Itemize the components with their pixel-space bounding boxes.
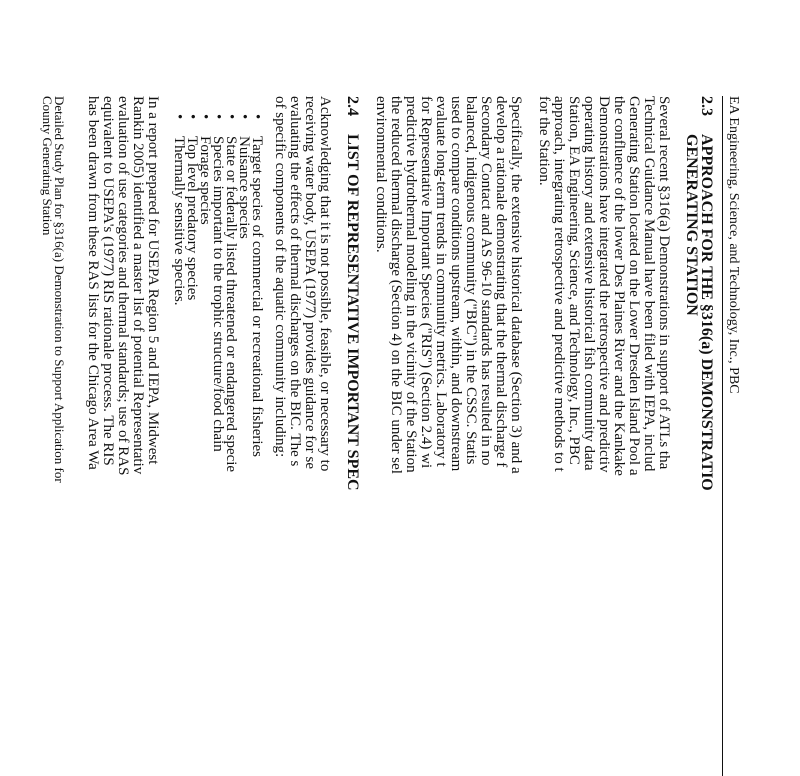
rotated-document-page	[40, 96, 741, 776]
paragraph-line: Secondary Contact and AS 96-10 standards has resulted in no	[478, 96, 494, 466]
paragraph-line: evaluating the effects of thermal discharges on the BIC. The s	[287, 96, 303, 467]
bullet-icon: •	[171, 114, 187, 120]
section-2-4-number: 2.4	[344, 96, 361, 116]
paragraph-line: equivalent to USEPA's (1977) RIS rationale process. The RIS	[100, 96, 116, 466]
section-2-3-number: 2.3	[698, 96, 715, 116]
bullet-icon: •	[197, 114, 213, 120]
paragraph-line: the confluence of the lower Des Plaines River and the Kankake	[611, 96, 627, 476]
section-2-3	[373, 96, 714, 776]
bullet-icon: •	[223, 114, 239, 120]
page-header: EA Engineering, Science, and Technology, Inc., PBC	[722, 96, 741, 776]
paragraph-line: environmental conditions.	[373, 96, 389, 253]
paragraph-line: approach, integrating retrospective and predictive methods to t	[551, 96, 567, 472]
section-2-4-title: LIST OF REPRESENTATIVE IMPORTANT SPEC	[344, 134, 361, 491]
section-2-4-heading	[345, 96, 360, 776]
paragraph-line: Acknowledging that it is not possible, feasible, or necessary to	[317, 96, 333, 472]
list-item-text: State or federally listed threatened or endangered specie	[223, 136, 239, 473]
list-item-text: Nuisance species	[236, 136, 252, 239]
section-2-4	[85, 96, 360, 776]
section-2-3-heading	[699, 96, 714, 776]
list-item-text: Forage species	[197, 136, 213, 225]
paragraph-line: operating history and extensive historical fish community data	[581, 96, 597, 471]
paragraph-line: for the Station.	[536, 96, 552, 186]
list-item	[212, 96, 225, 776]
paragraph-line: receiving water body, USEPA (1977) provides guidance for se	[302, 96, 318, 469]
paragraph-line: used to compare conditions upstream, within, and downstream	[448, 96, 464, 472]
list-item	[225, 96, 238, 776]
list-item-text: Thermally sensitive species.	[171, 136, 187, 306]
list-item	[251, 96, 264, 776]
paragraph-line: the reduced thermal discharge (Section 4) on the BIC under sel	[388, 96, 404, 474]
paragraph-line: for Representative Important Species ("RIS") (Section 2.4) wi	[418, 96, 434, 469]
paragraph-line: Station, EA Engineering, Science, and Technology, Inc., PBC	[566, 96, 582, 465]
paragraph-line: predictive hydrothermal modeling in the vicinity of the Station	[403, 96, 419, 473]
bullet-icon: •	[236, 114, 252, 120]
list-item-text: Top level predatory species	[184, 136, 200, 301]
paragraph-line: Specifically, the extensive historical database (Section 3) and a	[508, 96, 524, 474]
paragraph-line: develop a rationale demonstrating that the thermal discharge f	[493, 96, 509, 468]
list-item	[173, 96, 186, 776]
footer-line: County Generating Station	[40, 96, 55, 236]
section-2-4-paragraph-1	[272, 96, 332, 776]
paragraph-line: Rankin 2005) identified a master list of potential Representativ	[130, 96, 146, 475]
paragraph-line: evaluate long-term trends in community metrics. Laboratory t	[433, 96, 449, 467]
bullet-icon: •	[210, 114, 226, 120]
paragraph-line: evaluation of use categories and thermal standards; use of RAS	[115, 96, 131, 476]
section-2-3-paragraph-2	[373, 96, 523, 776]
paragraph-line: balanced, indigenous community ("BIC") in the CSSC. Statis	[463, 96, 479, 465]
paragraph-line: Generating Station located on the Lower Dresden Island Pool a	[626, 96, 642, 476]
footer-line: Detailed Study Plan for §316(a) Demonstration to Support Application for	[52, 96, 67, 483]
bullet-icon: •	[184, 114, 200, 120]
section-2-3-title-line-1: APPROACH FOR THE §316(a) DEMONSTRATIO	[698, 134, 715, 491]
list-item	[186, 96, 199, 776]
paragraph-line: In a report prepared for USEPA Region 5 and IEPA, Midwest	[145, 96, 161, 465]
paragraph-line: has been drawn from these RAS lists for the Chicago Area Wa	[85, 96, 101, 470]
paragraph-line: of specific components of the aquatic community including:	[272, 96, 288, 458]
list-item-text: Target species of commercial or recreational fisheries	[249, 136, 265, 458]
page-footer	[41, 96, 65, 776]
paragraph-line: Several recent §316(a) Demonstrations in support of ATLs tha	[656, 96, 672, 470]
paragraph-line: Technical Guidance Manual have been filed with IEPA, includ	[641, 96, 657, 472]
section-2-3-title-line-2: GENERATING STATION	[683, 134, 700, 316]
paragraph-line: Demonstrations have integrated the retrospective and predictiv	[596, 96, 612, 473]
list-item-text: Species important to the trophic structure/food chain	[210, 136, 226, 452]
section-2-4-paragraph-2	[85, 96, 160, 776]
bullet-icon: •	[249, 114, 265, 120]
ris-criteria-list	[173, 96, 264, 776]
section-2-3-paragraph-1	[536, 96, 671, 776]
